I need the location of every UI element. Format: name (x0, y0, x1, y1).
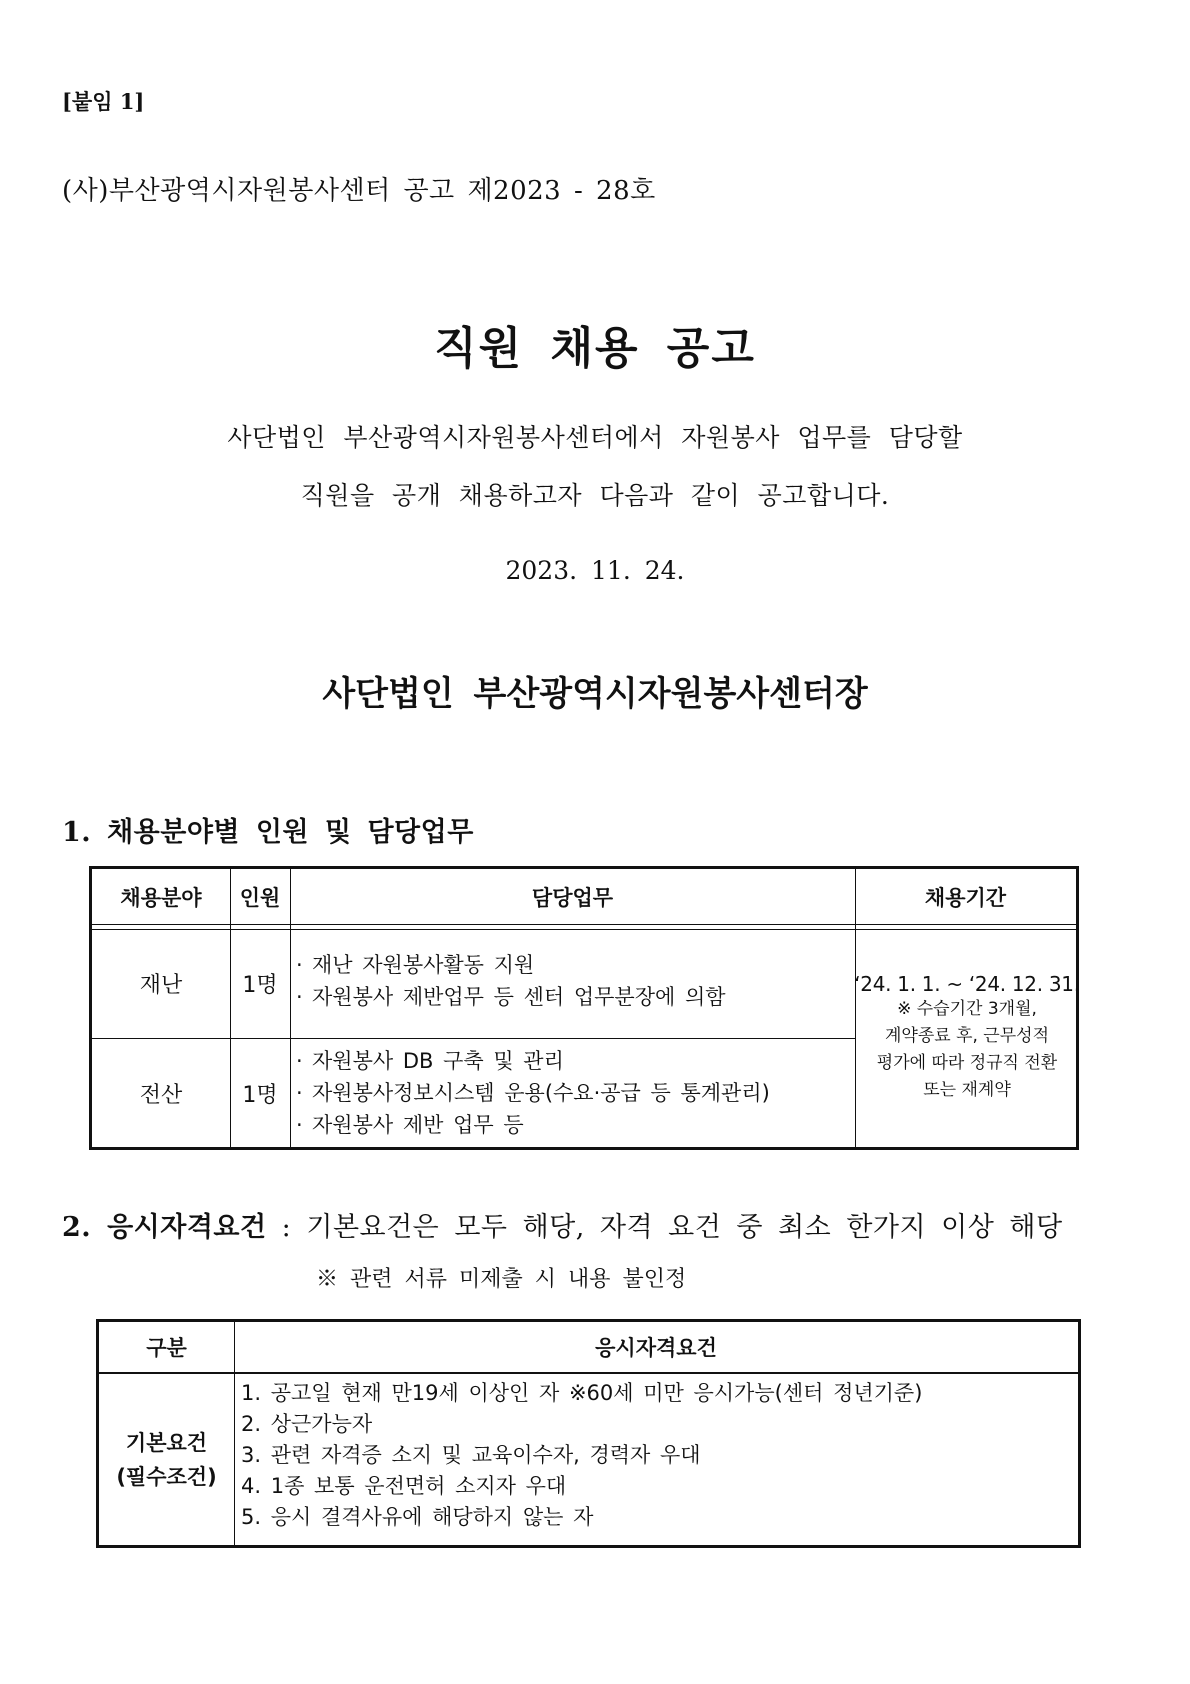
period-note-line-3: 평가에 따라 정규직 전환 (876, 1052, 1058, 1073)
qualification-table (96, 1319, 1081, 1548)
intro-line-2: 직원을 공개 채용하고자 다음과 같이 공고합니다. (300, 481, 890, 510)
requirements-list (241, 1378, 922, 1533)
duty-text: 자원봉사 DB 구축 및 관리 (312, 1049, 564, 1073)
header-divider (99, 1372, 1078, 1374)
recruitment-table (89, 866, 1079, 1150)
notice-date: 2023. 11. 24. (505, 556, 685, 585)
table-row-2-headcount: 1명 (242, 1082, 278, 1108)
category-label-line-2: (필수조건) (116, 1464, 217, 1489)
column-header-period: 채용기간 (924, 885, 1007, 910)
bullet: · (296, 1113, 303, 1137)
list-item (296, 1077, 770, 1109)
period-note-line-4: 또는 재계약 (923, 1079, 1011, 1100)
section2-separator: : (266, 1212, 307, 1243)
period-note-line-2: 계약종료 후, 근무성적 (884, 1025, 1049, 1046)
column-header-field: 채용분야 (120, 885, 202, 910)
duty-text: 재난 자원봉사활동 지원 (312, 953, 535, 977)
section2-title (62, 1205, 1063, 1244)
duty-text: 자원봉사 제반업무 등 센터 업무분장에 의함 (312, 985, 726, 1009)
notice-number: (사)부산광역시자원봉사센터 공고 제2023 - 28호 (62, 176, 656, 206)
table-row-1-duties (296, 949, 726, 1013)
issuer-name: 사단법인 부산광역시자원봉사센터장 (322, 674, 868, 714)
intro-line-1: 사단법인 부산광역시자원봉사센터에서 자원봉사 업무를 담당할 (227, 423, 963, 452)
employment-period-range: ‘24. 1. 1. ~ ‘24. 12. 31. (854, 971, 1080, 996)
table-row-2-duties (296, 1045, 770, 1141)
list-item (296, 981, 726, 1013)
category-basic-requirements (99, 1374, 234, 1545)
attachment-label: [붙임 1] (62, 89, 145, 114)
bullet: · (296, 1081, 303, 1105)
list-item: 2. 상근가능자 (241, 1412, 373, 1436)
period-note-line-1: ※ 수습기간 3개월, (897, 998, 1037, 1019)
duty-text: 자원봉사 제반 업무 등 (312, 1113, 524, 1137)
table-row-1-headcount: 1명 (242, 972, 278, 998)
page-title: 직원 채용 공고 (434, 323, 756, 374)
section1-title: 1. 채용분야별 인원 및 담당업무 (62, 817, 474, 848)
list-item: 5. 응시 결격사유에 해당하지 않는 자 (241, 1505, 594, 1529)
bullet: · (296, 953, 303, 977)
section2-note: ※ 관련 서류 미제출 시 내용 불인정 (316, 1267, 687, 1292)
column-header-duties: 담당업무 (531, 885, 614, 910)
section2-subtitle: 기본요건은 모두 해당, 자격 요건 중 최소 한가지 이상 해당 (306, 1212, 1063, 1243)
bullet: · (296, 985, 303, 1009)
category-label-line-1: 기본요건 (125, 1430, 208, 1455)
bullet: · (296, 1049, 303, 1073)
table-row-2-field: 전산 (139, 1082, 183, 1108)
table-row-1-field: 재난 (139, 972, 183, 998)
column-header-requirements: 응시자격요건 (595, 1336, 717, 1360)
column-header-headcount: 인원 (239, 885, 281, 910)
section2-heading: 2. 응시자격요건 (62, 1212, 267, 1243)
list-item: 1. 공고일 현재 만19세 이상인 자 ※60세 미만 응시가능(센터 정년기준) (241, 1381, 923, 1405)
column-header-category: 구분 (146, 1336, 187, 1360)
employment-period-cell (854, 928, 1080, 1147)
list-item (296, 949, 726, 981)
list-item: 4. 1종 보통 운전면허 소지자 우대 (241, 1474, 567, 1498)
list-item (296, 1109, 770, 1141)
duty-text: 자원봉사정보시스템 운용(수요·공급 등 통계관리) (312, 1081, 770, 1105)
list-item (296, 1045, 770, 1077)
list-item: 3. 관련 자격증 소지 및 교육이수자, 경력자 우대 (241, 1443, 701, 1467)
